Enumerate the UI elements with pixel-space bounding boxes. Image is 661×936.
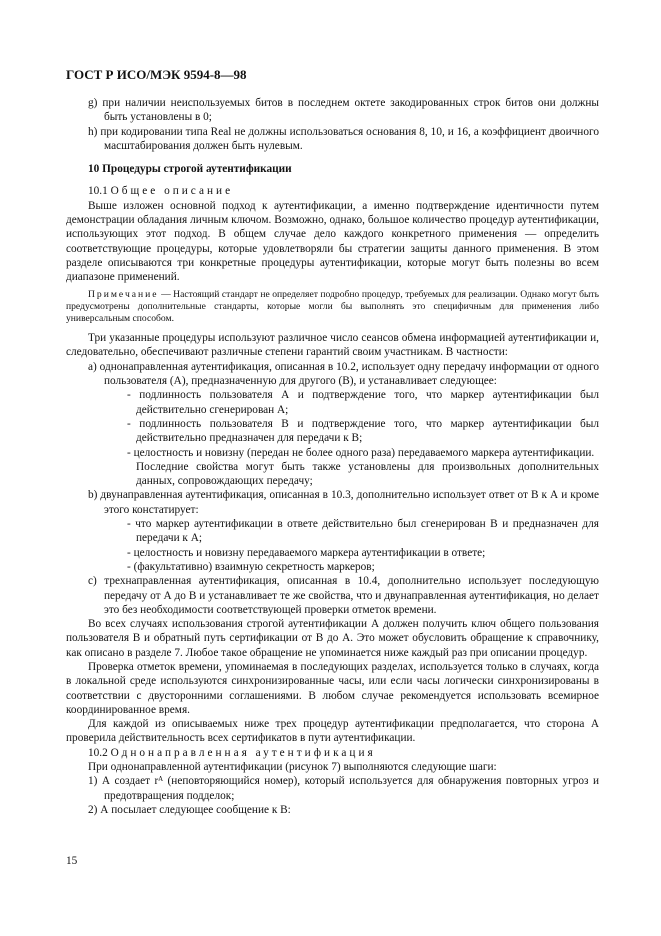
note-label: Примечание — [88, 288, 159, 300]
step-2: 2) А посылает следующее сообщение к В: — [88, 803, 291, 816]
list-subitem: - целостность и новизну (передан не более одного раза) передаваемого маркера аутентификации. — [127, 446, 595, 459]
list-subitem: - целостность и новизну передаваемого маркера аутентификации в ответе; — [127, 546, 486, 559]
section-title: 10 Процедуры строгой аутентификации — [88, 163, 292, 176]
list-item-c: c) трехнаправленная аутентификация, описанная в 10.4, дополнительно использует последующую передачу от А до В и устанавливает те же свойства, что и двунаправленная аутентификация, но делает это без необходимости соответствующей проверки отметок времени. — [88, 575, 599, 616]
list-subitem: - (факультативно) взаимную секретность маркеров; — [127, 560, 375, 573]
note-text: — Настоящий стандарт не определяет подробно процедур, требуемых для реализации. Однако могут быть предусмотрены дополнительные стандарты, которые могли бы выполнять это специфичным для применения либо универсальным способом. — [66, 288, 599, 324]
document-body — [66, 96, 599, 817]
list-item-b: b) двунаправленная аутентификация, описанная в 10.3, дополнительно использует ответ от В к А и кроме этого констатирует: — [88, 489, 599, 516]
subsection-title-10-1 — [66, 184, 599, 198]
page-number: 15 — [66, 855, 78, 867]
paragraph-one-way-steps: При однонаправленной аутентификации (рисунок 7) выполняются следующие шаги: — [88, 761, 497, 774]
paragraph-procedures: Три указанные процедуры используют различное число сеансов обмена информацией аутентификации и, следовательно, обеспечивают различные степени гарантий своим участникам. В частности: — [66, 332, 599, 359]
subsection-number: 10.2 — [88, 746, 108, 759]
list-item-g: g) при наличии неиспользуемых битов в последнем октете закодированных строк битов они должны быть установлены в 0; — [88, 97, 599, 124]
list-subitem-continuation: Последние свойства могут быть также установлены для произвольных дополнительных данных, сопровождающих передачу; — [136, 460, 599, 488]
list-subitem: - подлинность пользователя В и подтверждение того, что маркер аутентификации был действительно предназначен для передачи к В; — [127, 417, 599, 445]
paragraph-all-cases: Во всех случаях использования строгой аутентификации А должен получить ключ общего пользования пользователя В и обратный путь сертификации от В до А. Это может обусловить обращение к справочнику, как описано в разделе 7. Любое такое обращение не упоминается ниже каждый раз при описании процедур. — [66, 618, 599, 659]
paragraph-general: Выше изложен основной подход к аутентификации, а именно подтверждение идентичности путем демонстрации обладания личным ключом. Возможно, однако, большое количество процедур аутентификации, использующих этот подход. В общем случае дело каждого конкретного применения — определить соответствующие процедуры, которые удовлетворяли бы стратегии защиты данного применения. В этом разделе описываются три конкретные процедуры аутентификации, которые могут быть полезны во всем диапазоне применений. — [66, 199, 599, 284]
list-subitem: - подлинность пользователя А и подтверждение того, что маркер аутентификации был действительно сгенерирован А; — [127, 389, 599, 416]
subsection-heading: Общее описание — [110, 185, 234, 198]
paragraph-timestamps: Проверка отметок времени, упоминаемая в последующих разделах, используется только в случаях, когда в локальной среде используются синхронизированные часы, или если часы логически синхронизированы в соответствии с двусторонними соглашениями. В любом случае рекомендуется использовать всемирное координированное время. — [66, 661, 599, 716]
list-subitem: - что маркер аутентификации в ответе действительно был сгенерирован В и предназначен для передачи к А; — [127, 518, 599, 545]
step-1: 1) А создает rᴬ (неповторяющийся номер), который используется для обнаружения повторных угроз и предотвращения подделок; — [88, 775, 599, 802]
subsection-heading: Однонаправленная аутентификация — [110, 746, 376, 759]
list-item-a: a) однонаправленная аутентификация, описанная в 10.2, использует одну передачу информации от одного пользователя (А), предназначенную для другого (В), и устанавливает следующее: — [88, 360, 599, 388]
subsection-title-10-2 — [66, 746, 599, 760]
note — [66, 289, 599, 326]
subsection-number: 10.1 — [88, 185, 108, 198]
list-item-h: h) при кодировании типа Real не должны использоваться основания 8, 10, и 16, а коэффициент двоичного масштабирования должен быть нулевым. — [88, 125, 599, 152]
page-header: ГОСТ Р ИСО/МЭК 9594-8—98 — [66, 67, 247, 82]
paragraph-certificates: Для каждой из описываемых ниже трех процедур аутентификации предполагается, что сторона А проверила действительность всех сертификатов в пути аутентификации. — [66, 718, 599, 745]
